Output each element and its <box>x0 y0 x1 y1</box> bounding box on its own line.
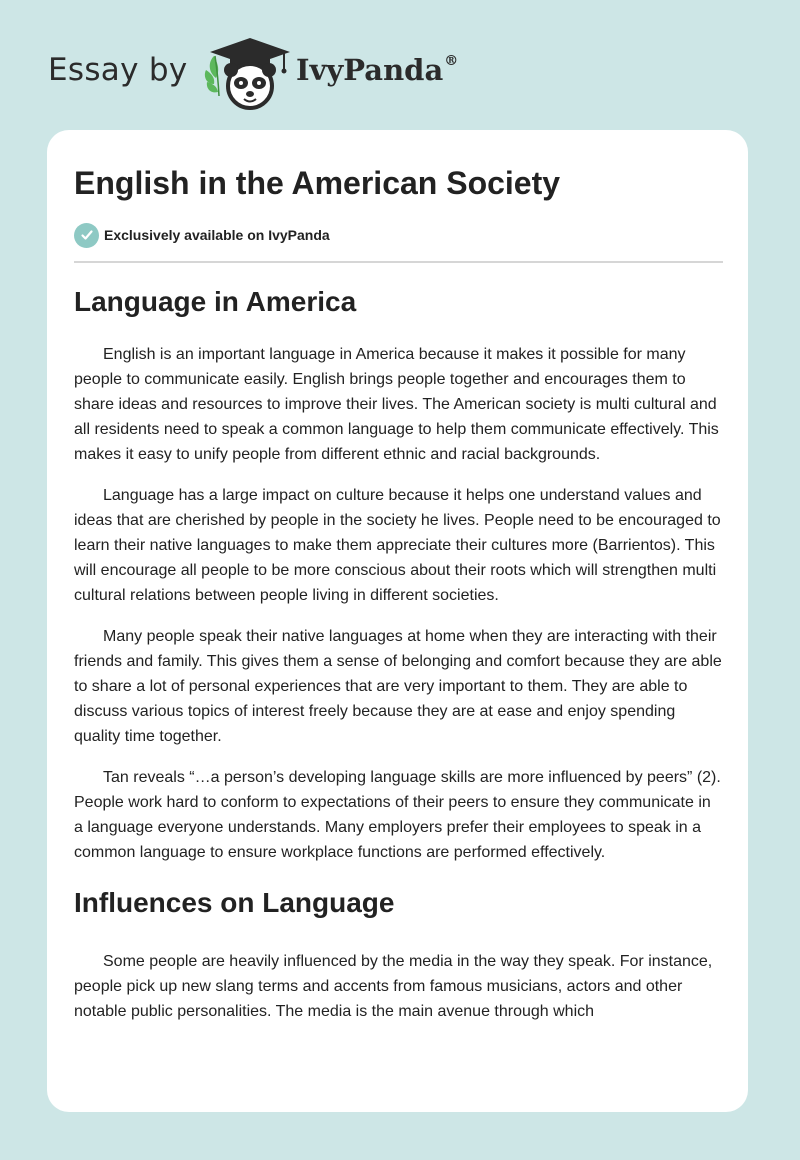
page-title: English in the American Society <box>74 165 561 201</box>
check-circle-icon <box>74 223 99 248</box>
registered-mark: ® <box>444 53 459 70</box>
exclusive-badge <box>74 222 330 248</box>
paragraph: Some people are heavily influenced by the media in the way they speak. For instance, people pick up new slang terms and accents from famous musicians, actors and other notable public personalities. The media is the main avenue through which <box>74 953 713 1020</box>
section-heading: Influences on Language <box>74 887 395 918</box>
paragraph: Many people speak their native languages at home when they are interacting with their friends and family. This gives them a sense of belonging and comfort because they are able to share a lot of personal experiences that are very important to them. They are able to discuss various topics of interest freely because they are at ease and enjoy spending quality time together. <box>74 628 722 745</box>
paragraph: English is an important language in America because it makes it possible for many people to communicate easily. English brings people together and encourages them to share ideas and resources to improve their lives. The American society is multi cultural and all residents need to speak a common language to help them communicate effectively. This makes it easy to unify people from different ethnic and racial backgrounds. <box>74 346 719 463</box>
essay-card <box>47 130 748 1112</box>
essay-body <box>74 280 723 1040</box>
brand-prefix: Essay by <box>48 52 188 88</box>
brand-name-text: IvyPanda <box>296 53 444 87</box>
check-mark-icon <box>80 228 94 242</box>
section-heading: Language in America <box>74 286 357 317</box>
panda-graduate-icon[interactable] <box>204 36 294 112</box>
badge-label: Exclusively available on IvyPanda <box>104 227 330 243</box>
section-language-in-america <box>74 280 723 865</box>
section-influences-on-language <box>74 881 723 1024</box>
paragraph: Tan reveals “…a person’s developing language skills are more influenced by peers” (2). People work hard to conform to expectations of their peers to ensure they communicate in a language everyone understands. Many employers prefer their employees to speak in a common language to ensure workplace functions are performed effectively. <box>74 769 721 861</box>
brand-name[interactable] <box>296 53 458 87</box>
site-header <box>48 34 648 114</box>
divider <box>74 261 723 263</box>
paragraph: Language has a large impact on culture because it helps one understand values and ideas that are cherished by people in the society he lives. People need to be encouraged to learn their native languages to make them appreciate their cultures more (Barrientos). This will encourage all people to be more conscious about their roots which will strengthen multi cultural relations between people living in different societies. <box>74 487 721 604</box>
